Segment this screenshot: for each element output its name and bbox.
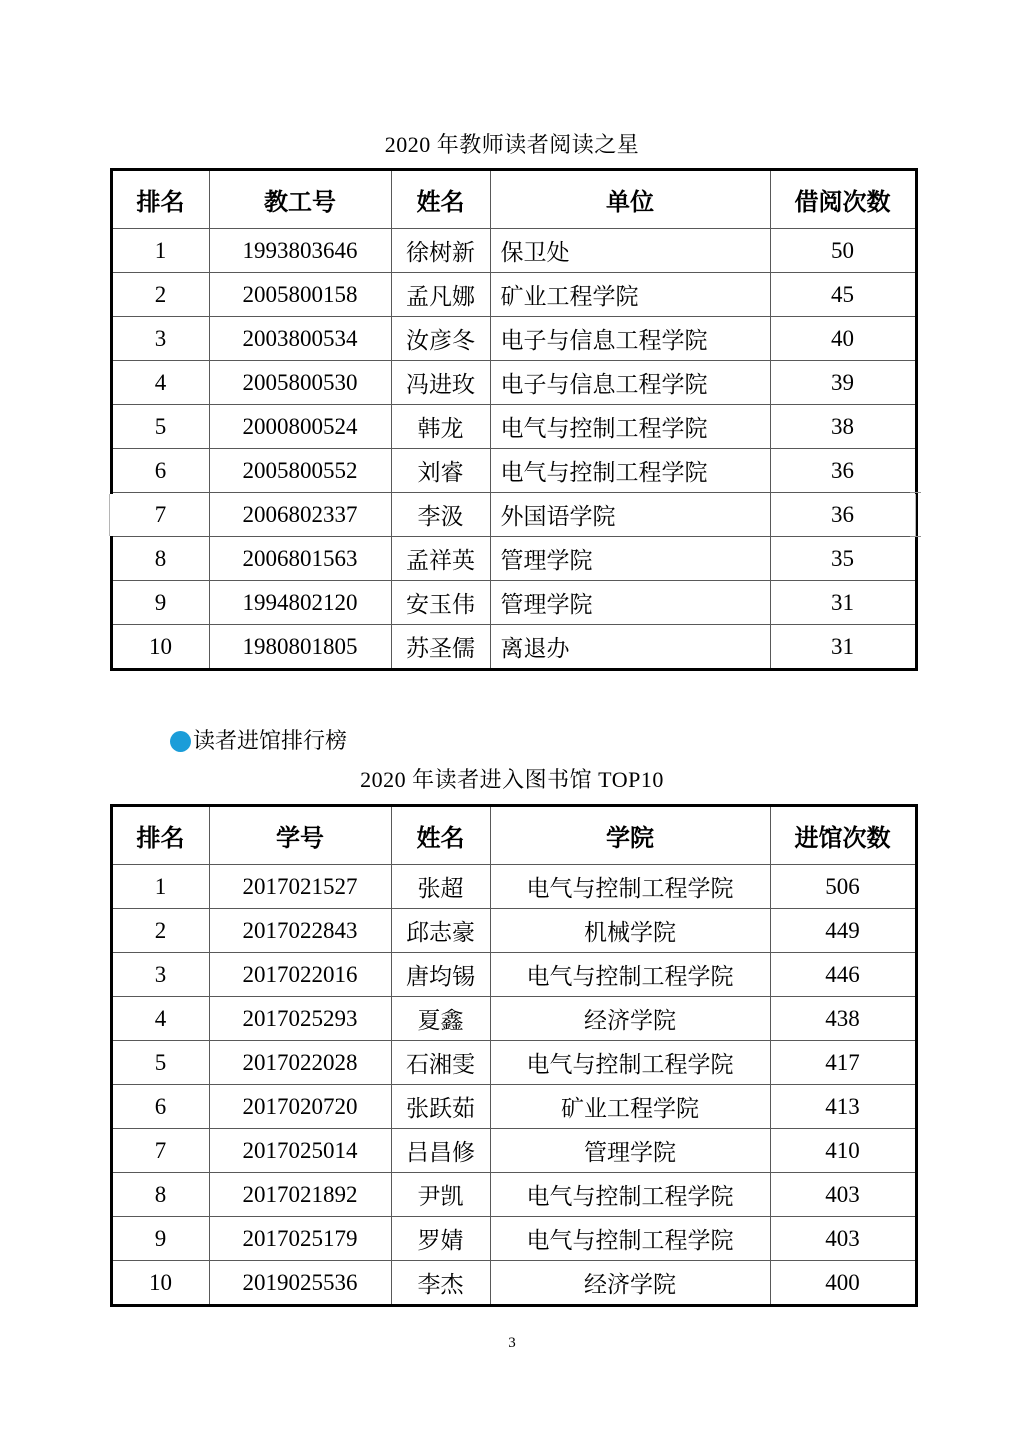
table-cell: 446 [770, 953, 916, 997]
section-heading [170, 727, 1024, 755]
table-cell: 2005800530 [209, 361, 391, 405]
column-header: 排名 [111, 806, 209, 865]
table-cell: 夏鑫 [391, 997, 490, 1041]
column-header: 借阅次数 [770, 170, 916, 229]
table-cell: 2017025014 [209, 1129, 391, 1173]
table-row [111, 405, 916, 449]
table-cell: 罗婧 [391, 1217, 490, 1261]
table-cell: 1 [111, 865, 209, 909]
table-cell: 6 [111, 449, 209, 493]
table-cell: 6 [111, 1085, 209, 1129]
table-cell: 尹凯 [391, 1173, 490, 1217]
table-cell: 36 [770, 493, 916, 537]
table-cell: 电气与控制工程学院 [490, 953, 770, 997]
table-row [111, 273, 916, 317]
table-cell: 410 [770, 1129, 916, 1173]
table-cell: 50 [770, 229, 916, 273]
table-row [111, 537, 916, 581]
table-cell: 电气与控制工程学院 [490, 449, 770, 493]
column-header: 进馆次数 [770, 806, 916, 865]
section-heading-label: 读者进馆排行榜 [193, 728, 348, 753]
table-cell: 5 [111, 405, 209, 449]
table-cell: 李杰 [391, 1261, 490, 1306]
table-cell: 唐均锡 [391, 953, 490, 997]
table2-container [110, 804, 915, 1307]
table-cell: 403 [770, 1173, 916, 1217]
table-cell: 449 [770, 909, 916, 953]
table-cell: 2017025293 [209, 997, 391, 1041]
column-header: 姓名 [391, 806, 490, 865]
table-cell: 张跃茹 [391, 1085, 490, 1129]
table-row [111, 953, 916, 997]
table-cell: 电气与控制工程学院 [490, 865, 770, 909]
table-cell: 张超 [391, 865, 490, 909]
table-row [111, 997, 916, 1041]
table-cell: 电气与控制工程学院 [490, 1173, 770, 1217]
page-break-artifact-right [910, 494, 916, 536]
table-cell: 电子与信息工程学院 [490, 317, 770, 361]
table-cell: 2 [111, 273, 209, 317]
page-break-tick-top [910, 492, 921, 493]
table-cell: 5 [111, 1041, 209, 1085]
table-cell: 400 [770, 1261, 916, 1306]
teacher-readers-table [110, 168, 918, 671]
table-cell: 矿业工程学院 [490, 1085, 770, 1129]
table-cell: 36 [770, 449, 916, 493]
table-cell: 邱志豪 [391, 909, 490, 953]
table-cell: 4 [111, 361, 209, 405]
column-header: 学号 [209, 806, 391, 865]
table-cell: 7 [111, 1129, 209, 1173]
table-cell: 机械学院 [490, 909, 770, 953]
table-cell: 38 [770, 405, 916, 449]
table-cell: 电子与信息工程学院 [490, 361, 770, 405]
table-row [111, 361, 916, 405]
table1-container [110, 168, 915, 671]
table-row [111, 865, 916, 909]
column-header: 学院 [490, 806, 770, 865]
table-cell: 35 [770, 537, 916, 581]
table-cell: 8 [111, 537, 209, 581]
table-cell: 电气与控制工程学院 [490, 405, 770, 449]
table-cell: 韩龙 [391, 405, 490, 449]
table-cell: 2005800158 [209, 273, 391, 317]
table-row [111, 1261, 916, 1306]
table-cell: 506 [770, 865, 916, 909]
column-header: 姓名 [391, 170, 490, 229]
table-cell: 管理学院 [490, 1129, 770, 1173]
table-cell: 外国语学院 [490, 493, 770, 537]
table-cell: 经济学院 [490, 1261, 770, 1306]
table-cell: 2017022016 [209, 953, 391, 997]
table-cell: 2019025536 [209, 1261, 391, 1306]
page-break-tick-bottom [910, 536, 921, 537]
page-break-artifact-left [109, 494, 115, 536]
table-row [111, 625, 916, 670]
table1-title: 2020 年教师读者阅读之星 [384, 132, 640, 157]
table-cell: 电气与控制工程学院 [490, 1217, 770, 1261]
table-cell: 2017025179 [209, 1217, 391, 1261]
table-cell: 2017021527 [209, 865, 391, 909]
table-cell: 2017021892 [209, 1173, 391, 1217]
table-cell: 刘睿 [391, 449, 490, 493]
table-cell: 电气与控制工程学院 [490, 1041, 770, 1085]
table-row [111, 317, 916, 361]
table-cell: 2000800524 [209, 405, 391, 449]
table-cell: 9 [111, 581, 209, 625]
header-row [111, 806, 916, 865]
table-row [111, 1129, 916, 1173]
table-cell: 4 [111, 997, 209, 1041]
table-cell: 1993803646 [209, 229, 391, 273]
table-cell: 45 [770, 273, 916, 317]
table-cell: 李汲 [391, 493, 490, 537]
table-row [111, 1085, 916, 1129]
table-row [111, 581, 916, 625]
table-cell: 403 [770, 1217, 916, 1261]
table-cell: 徐树新 [391, 229, 490, 273]
table-cell: 10 [111, 1261, 209, 1306]
table-row [111, 1217, 916, 1261]
table-cell: 3 [111, 317, 209, 361]
table2-title: 2020 年读者进入图书馆 TOP10 [360, 767, 664, 792]
table-cell: 保卫处 [490, 229, 770, 273]
table-cell: 矿业工程学院 [490, 273, 770, 317]
table-cell: 石湘雯 [391, 1041, 490, 1085]
column-header: 教工号 [209, 170, 391, 229]
table-cell: 9 [111, 1217, 209, 1261]
table-cell: 3 [111, 953, 209, 997]
table-cell: 7 [111, 493, 209, 537]
table-cell: 经济学院 [490, 997, 770, 1041]
table-cell: 438 [770, 997, 916, 1041]
library-entry-table [110, 804, 918, 1307]
table-cell: 2005800552 [209, 449, 391, 493]
table-cell: 417 [770, 1041, 916, 1085]
table-cell: 2017022843 [209, 909, 391, 953]
table-row [111, 493, 916, 537]
table-row [111, 1173, 916, 1217]
table-cell: 离退办 [490, 625, 770, 670]
page-number: 3 [508, 1335, 516, 1351]
table-cell: 8 [111, 1173, 209, 1217]
table-cell: 2017022028 [209, 1041, 391, 1085]
table-cell: 2006802337 [209, 493, 391, 537]
column-header: 单位 [490, 170, 770, 229]
table-cell: 安玉伟 [391, 581, 490, 625]
table-cell: 413 [770, 1085, 916, 1129]
table-cell: 管理学院 [490, 581, 770, 625]
table-cell: 39 [770, 361, 916, 405]
table-cell: 孟祥英 [391, 537, 490, 581]
table-row [111, 229, 916, 273]
table-cell: 1994802120 [209, 581, 391, 625]
table-cell: 吕昌修 [391, 1129, 490, 1173]
table-row [111, 909, 916, 953]
bullet-icon [170, 731, 191, 752]
table-cell: 10 [111, 625, 209, 670]
table-cell: 1980801805 [209, 625, 391, 670]
table-cell: 1 [111, 229, 209, 273]
column-header: 排名 [111, 170, 209, 229]
table-cell: 40 [770, 317, 916, 361]
table-row [111, 449, 916, 493]
table-cell: 31 [770, 581, 916, 625]
table-cell: 孟凡娜 [391, 273, 490, 317]
table-cell: 2003800534 [209, 317, 391, 361]
table-cell: 2 [111, 909, 209, 953]
table-cell: 苏圣儒 [391, 625, 490, 670]
table-cell: 2017020720 [209, 1085, 391, 1129]
table-cell: 汝彦冬 [391, 317, 490, 361]
table-cell: 管理学院 [490, 537, 770, 581]
table-cell: 31 [770, 625, 916, 670]
header-row [111, 170, 916, 229]
table-cell: 2006801563 [209, 537, 391, 581]
table-cell: 冯进玫 [391, 361, 490, 405]
table-row [111, 1041, 916, 1085]
